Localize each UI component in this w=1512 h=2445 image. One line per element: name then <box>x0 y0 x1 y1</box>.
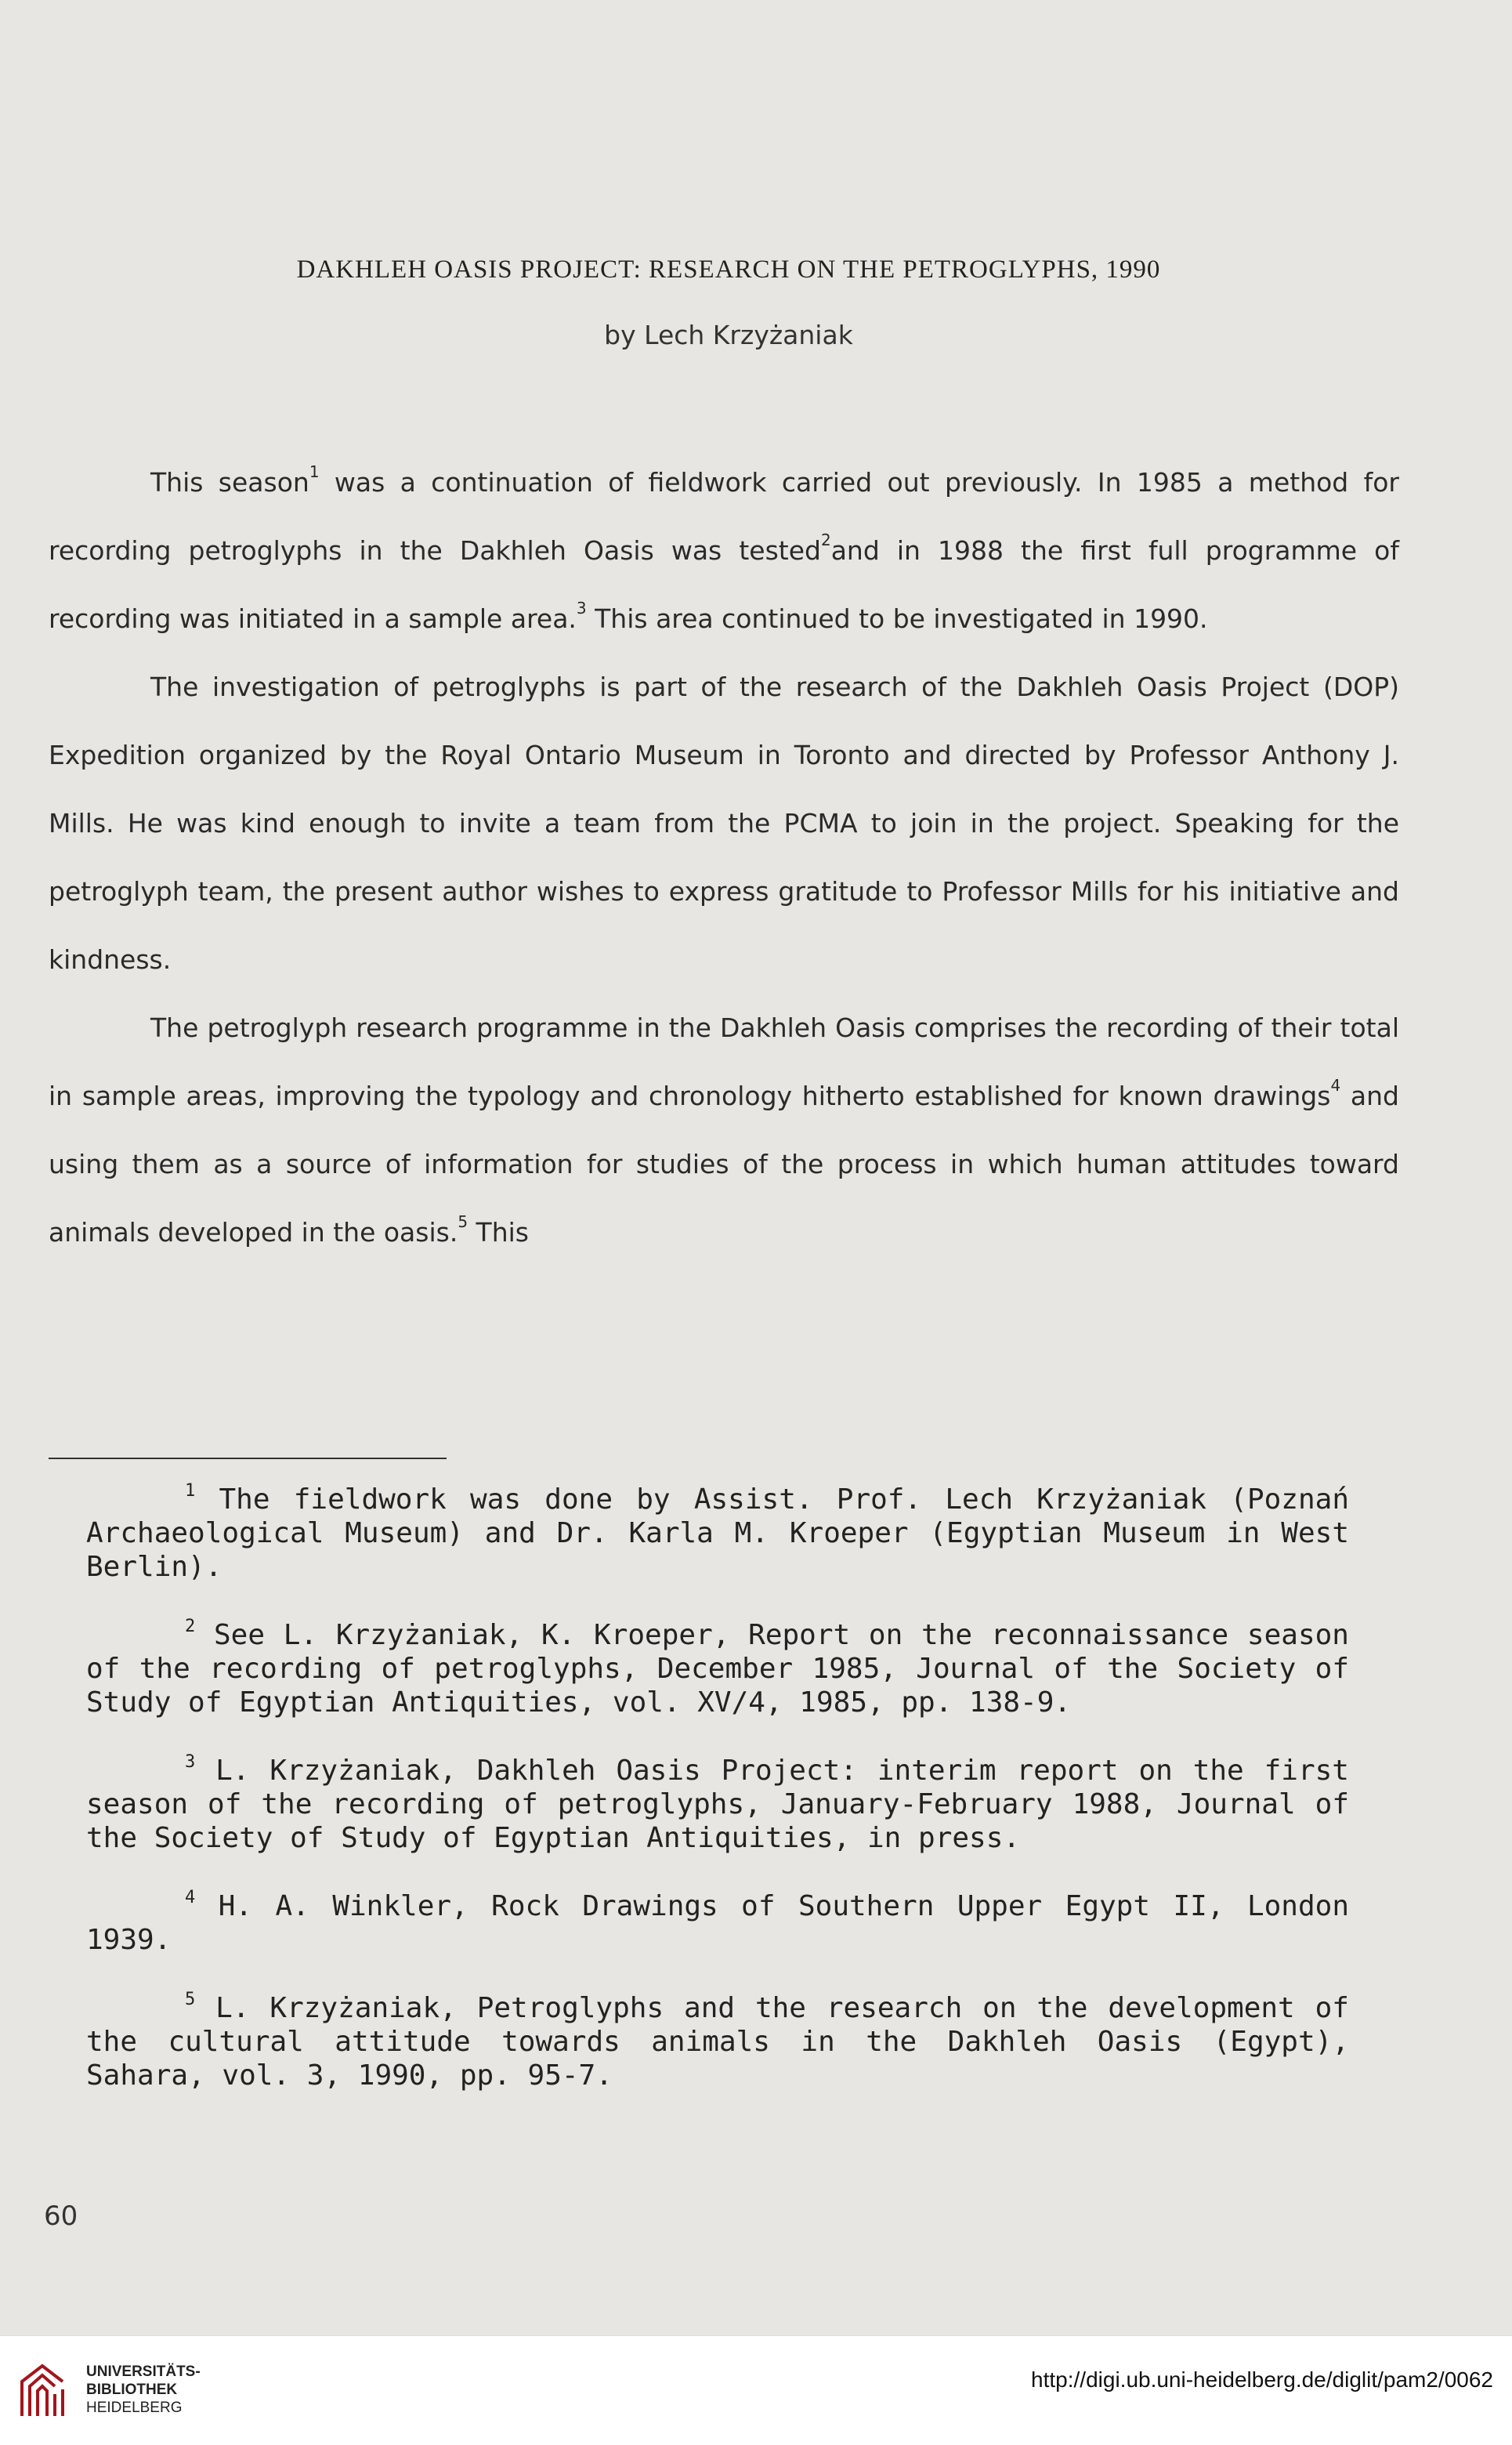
paragraph-text: The petroglyph research programme in the Dakhleh Oasis comprises the recording of their total in sample areas, improving the typology and chronology hitherto established for known drawings <box>49 1012 1399 1111</box>
paragraph-text: This season <box>150 467 309 498</box>
footnote-mark: 4 <box>185 1888 196 1907</box>
paragraph-3 <box>49 994 1399 1266</box>
paragraph-text: and using them as a source of information for studies of the process in which human attitudes toward animals developed in the oasis. <box>49 1081 1399 1248</box>
footnote-text: H. A. Winkler, Rock Drawings of Southern Upper Egypt II, London 1939. <box>86 1890 1349 1956</box>
footnote-mark: 2 <box>185 1617 196 1636</box>
footnote-mark: 3 <box>185 1752 196 1772</box>
page-number: 60 <box>44 2200 78 2232</box>
footnote-ref: 5 <box>458 1212 468 1231</box>
footnote-ref: 1 <box>309 462 320 481</box>
paragraph-text: and in 1988 the first full programme of recording was initiated in a sample area. <box>49 535 1399 634</box>
footnote-text: See L. Krzyżaniak, K. Kroeper, Report on the reconnaissance season of the recording of petroglyphs, December 1985, Journal of the Society of Study of Egyptian Antiquities, vol. XV/4, 1985, pp. 138-9. <box>86 1619 1349 1719</box>
footnote-5 <box>86 1991 1349 2092</box>
library-name-line: HEIDELBERG <box>86 2400 183 2416</box>
footnote-ref: 2 <box>820 531 831 549</box>
library-name-line: UNIVERSITÄTS- <box>86 2364 201 2380</box>
footer-bar <box>0 2335 1512 2445</box>
university-library-logo-icon[interactable] <box>16 2360 71 2422</box>
paragraph-text: This <box>468 1217 529 1248</box>
footnote-4 <box>86 1889 1349 1957</box>
footnote-ref: 4 <box>1330 1076 1341 1095</box>
paragraph-text: was a continuation of fieldwork carried out previously. In 1985 a method for recording petroglyphs in the Dakhleh Oasis was tested <box>49 467 1399 566</box>
footnote-text: L. Krzyżaniak, Dakhleh Oasis Project: interim report on the first season of the recording of petroglyphs, January-February 1988, Journal of the Society of Study of Egyptian Antiquities, in press. <box>86 1755 1349 1854</box>
footnote-3 <box>86 1754 1349 1855</box>
footnote-mark: 1 <box>185 1481 196 1501</box>
body-text <box>49 448 1399 1266</box>
paragraph-2: The investigation of petroglyphs is part of the research of the Dakhleh Oasis Project (DOP) Expedition organized by the Royal Ontario Museum in Toronto and directed by Professor Anthony J. Mills. He was kind enough to invite a team from the PCMA to join in the project. Speaking for the petroglyph team, the present author wishes to express gratitude to Professor Mills for his initiative and kindness. <box>49 672 1399 975</box>
footnote-text: L. Krzyżaniak, Petroglyphs and the research on the development of the cultural attitude towards animals in the Dakhleh Oasis (Egypt), Sahara, vol. 3, 1990, pp. 95-7. <box>86 1992 1349 2092</box>
footnote-2 <box>86 1618 1349 1719</box>
paragraph-text: This area continued to be investigated in 1990. <box>586 603 1208 634</box>
footnote-mark: 5 <box>185 1990 196 2009</box>
library-name <box>86 2363 201 2417</box>
source-url-link[interactable]: http://digi.ub.uni-heidelberg.de/diglit/pam2/0062 <box>1031 2367 1493 2392</box>
footnote-1 <box>86 1483 1349 1584</box>
footnote-ref: 3 <box>576 599 587 618</box>
library-name-line: BIBLIOTHEK <box>86 2382 178 2398</box>
footnote-text: The fieldwork was done by Assist. Prof. Lech Krzyżaniak (Poznań Archaeological Museum) and Dr. Karla M. Kroeper (Egyptian Museum in West Berlin). <box>86 1483 1349 1583</box>
document-byline: by Lech Krzyżaniak <box>604 320 853 350</box>
paragraph-1 <box>49 448 1399 653</box>
footnote-divider <box>49 1458 447 1459</box>
footnotes <box>86 1483 1349 2127</box>
document-title: DAKHLEH OASIS PROJECT: RESEARCH ON THE PETROGLYPHS, 1990 <box>296 255 1161 284</box>
